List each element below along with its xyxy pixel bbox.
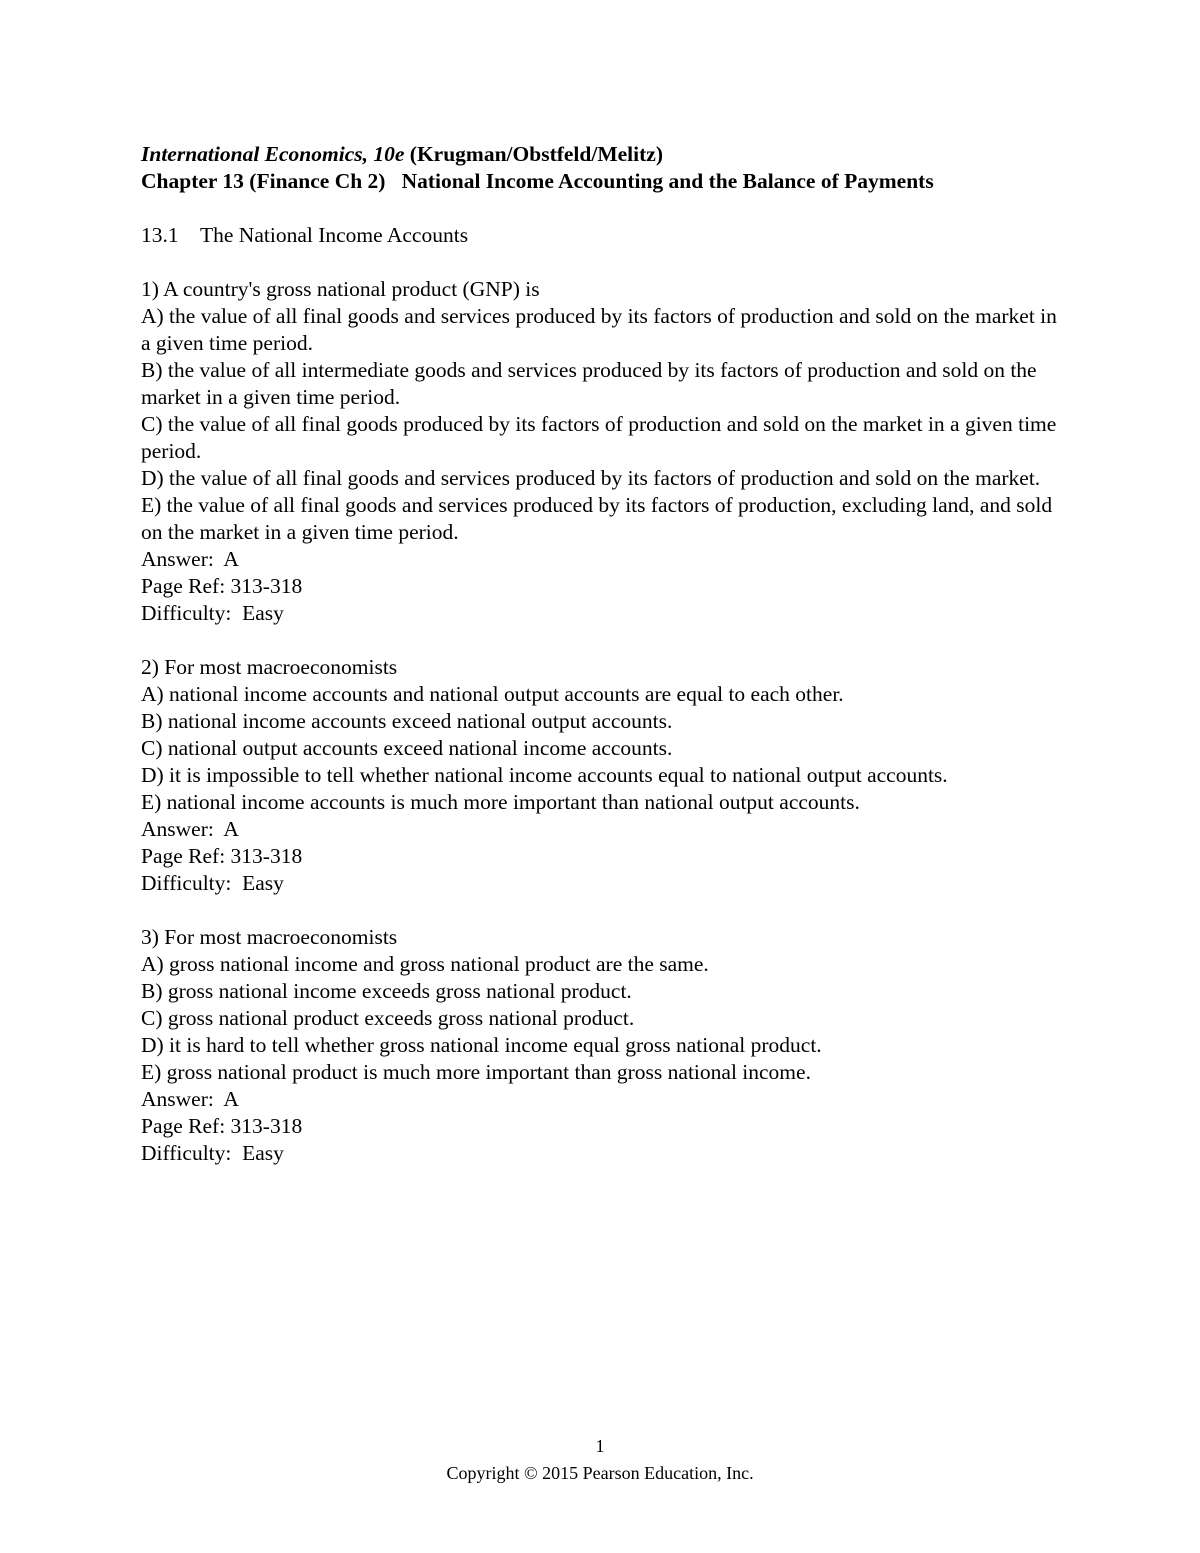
answer-key: Answer: A <box>141 817 239 841</box>
answer-key: Answer: A <box>141 1087 239 1111</box>
spacer <box>141 897 1071 924</box>
answer-option: C) gross national product exceeds gross national product. <box>141 1006 635 1030</box>
document-body <box>141 141 1071 1167</box>
answer-option: D) the value of all final goods and services produced by its factors of production and sold on the market. <box>141 466 1041 490</box>
answer-option: A) the value of all final goods and services produced by its factors of production and sold on the market in a given time period. <box>141 304 1057 355</box>
page-ref: Page Ref: 313-318 <box>141 1114 303 1138</box>
answer-option: A) gross national income and gross national product are the same. <box>141 952 709 976</box>
question-stem: 2) For most macroeconomists <box>141 655 398 679</box>
question-block <box>141 924 1071 1167</box>
copyright-notice: Copyright © 2015 Pearson Education, Inc. <box>446 1463 754 1483</box>
answer-option: B) gross national income exceeds gross national product. <box>141 979 632 1003</box>
book-authors: (Krugman/Obstfeld/Melitz) <box>409 142 663 166</box>
answer-option: D) it is impossible to tell whether national income accounts equal to national output accounts. <box>141 763 948 787</box>
section-title: The National Income Accounts <box>200 223 469 247</box>
answer-option: C) national output accounts exceed national income accounts. <box>141 736 673 760</box>
question-stem: 1) A country's gross national product (GNP) is <box>141 277 540 301</box>
difficulty: Difficulty: Easy <box>141 1141 284 1165</box>
question-block <box>141 654 1071 897</box>
answer-option: A) national income accounts and national output accounts are equal to each other. <box>141 682 844 706</box>
question-stem: 3) For most macroeconomists <box>141 925 398 949</box>
chapter-title: Chapter 13 (Finance Ch 2) National Income Accounting and the Balance of Payments <box>141 169 934 193</box>
spacer <box>141 249 1071 276</box>
page-ref: Page Ref: 313-318 <box>141 844 303 868</box>
spacer <box>141 627 1071 654</box>
answer-option: C) the value of all final goods produced by its factors of production and sold on the market in a given time period. <box>141 412 1057 463</box>
question-block <box>141 276 1071 627</box>
spacer <box>141 195 1071 222</box>
section-number: 13.1 <box>141 223 179 247</box>
answer-option: E) national income accounts is much more important than national output accounts. <box>141 790 860 814</box>
book-title-line <box>141 141 1071 168</box>
difficulty: Difficulty: Easy <box>141 601 284 625</box>
answer-option: B) national income accounts exceed national output accounts. <box>141 709 673 733</box>
difficulty: Difficulty: Easy <box>141 871 284 895</box>
answer-option: E) the value of all final goods and services produced by its factors of production, excluding land, and sold on the market in a given time period. <box>141 493 1053 544</box>
answer-option: E) gross national product is much more important than gross national income. <box>141 1060 811 1084</box>
page-number: 1 <box>595 1436 605 1456</box>
page-ref: Page Ref: 313-318 <box>141 574 303 598</box>
answer-key: Answer: A <box>141 547 239 571</box>
book-title: International Economics, 10e <box>141 142 405 166</box>
section-heading <box>141 222 1071 249</box>
answer-option: D) it is hard to tell whether gross national income equal gross national product. <box>141 1033 822 1057</box>
answer-option: B) the value of all intermediate goods and services produced by its factors of production and sold on the market in a given time period. <box>141 358 1037 409</box>
